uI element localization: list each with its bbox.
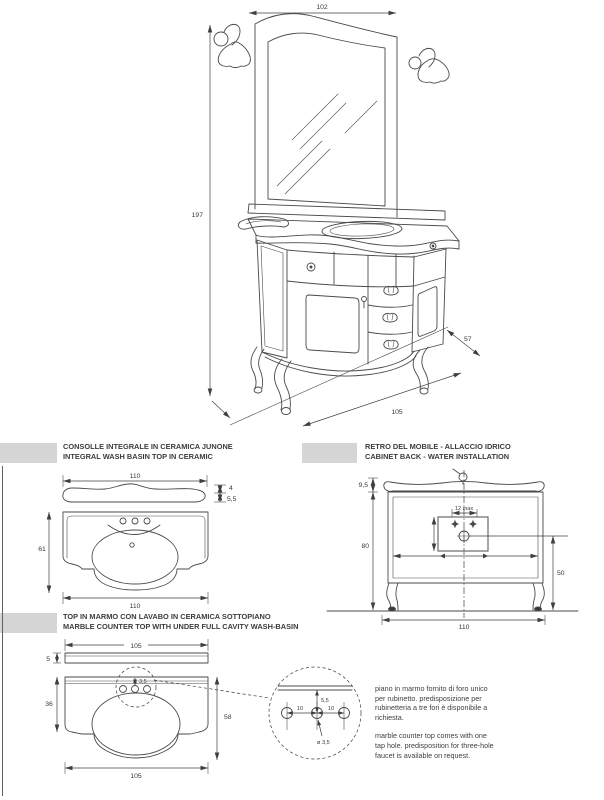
dim-label-detail-hole-diameter: ø 3,5 (317, 740, 330, 746)
note-line: richiesta. (375, 712, 404, 722)
marble-plan-view (65, 667, 269, 758)
dim-label-ceramic-width-top: 110 (129, 473, 141, 480)
shell-handle (384, 286, 398, 295)
wall-lamp-right-icon (409, 48, 449, 83)
dim-label-detail-pitch-left: 10 (296, 706, 304, 712)
dim-label-marble-width-top: 105 (130, 643, 142, 650)
back-title-it: RETRO DEL MOBILE - ALLACCIO IDRICO (365, 442, 511, 451)
dim-label-height: 197 (191, 212, 203, 219)
dim-label-hole-width: 12 max (454, 506, 474, 512)
shell-handle (383, 313, 397, 322)
water-valve-icon (469, 520, 478, 529)
ceramic-profile-view (63, 484, 205, 502)
note-line: piano in marmo fornito di foro unico (375, 684, 488, 693)
note-line: tap hole. predisposition for three-hole (375, 740, 494, 750)
dim-label-marble-thickness: 5 (46, 656, 50, 663)
dim-label-depth: 57 (464, 336, 472, 343)
note-line: rubinetteria a tre fori è disponibile a (375, 703, 488, 713)
note-line: per rubinetto. predisposizione per (375, 693, 482, 703)
marble-notes (375, 684, 545, 760)
cabinet-back-drawing (310, 468, 604, 633)
section-bar-back (302, 443, 357, 463)
dim-label-ceramic-width-bottom: 110 (129, 603, 141, 610)
marble-slab-side-view (65, 653, 208, 663)
dim-label-drain-height: 50 (557, 570, 565, 577)
marble-section-title (63, 612, 298, 631)
drain-icon (457, 529, 471, 543)
mirror-glass-hatching (277, 94, 377, 194)
ceramic-title-it: CONSOLLE INTEGRALE IN CERAMICA JUNONE (63, 442, 233, 451)
shell-handle (384, 340, 398, 349)
ceramic-top-drawing (0, 468, 300, 613)
tap-hole-detail (269, 667, 361, 759)
marble-title-it: TOP IN MARMO CON LAVABO IN CERAMICA SOTTOPIANO (63, 612, 271, 621)
back-legs (387, 583, 545, 611)
back-section-title (365, 442, 511, 461)
dim-label-back-width: 110 (458, 624, 470, 631)
dim-label-ceramic-edge-total: 5,5 (227, 496, 237, 503)
dim-label-marble-inner-depth: 36 (45, 701, 53, 708)
dim-label-back-top-thickness: 9,5 (358, 482, 368, 489)
mirror (255, 14, 397, 217)
dim-label-ceramic-depth: 61 (38, 546, 46, 553)
cabriole-legs (251, 347, 428, 415)
dim-label-back-height: 80 (361, 543, 369, 550)
note-line: faucet is available on request. (375, 750, 471, 760)
dim-label-marble-width-bottom: 105 (130, 773, 142, 780)
back-title-en: CABINET BACK - WATER INSTALLATION (365, 451, 510, 461)
cabinet-body (251, 240, 446, 415)
section-bar-ceramic (0, 443, 57, 463)
section-bar-marble (0, 613, 57, 633)
ceramic-title-en: INTEGRAL WASH BASIN TOP IN CERAMIC (63, 451, 213, 461)
dim-label-width-bottom: 105 (391, 409, 403, 416)
dim-label-width-top: 102 (316, 4, 328, 11)
marble-title-en: MARBLE COUNTER TOP WITH UNDER FULL CAVITY WASH-BASIN (63, 621, 299, 631)
water-installation-box (438, 517, 488, 551)
note-line: marble counter top comes with one (375, 731, 487, 741)
ceramic-section-title (63, 442, 233, 461)
ceramic-plan-view (63, 512, 208, 590)
wall-lamp-left-icon (214, 24, 250, 67)
floor-line (230, 327, 448, 425)
dim-label-detail-pitch-right: 10 (327, 706, 335, 712)
dim-label-hole-offset: 3,5 (139, 679, 147, 685)
dim-label-detail-edge-offset: 5,5 (321, 698, 329, 704)
water-valve-icon (451, 520, 460, 529)
dim-label-ceramic-edge: 4 (229, 485, 233, 492)
dim-label-marble-depth: 58 (224, 714, 232, 721)
